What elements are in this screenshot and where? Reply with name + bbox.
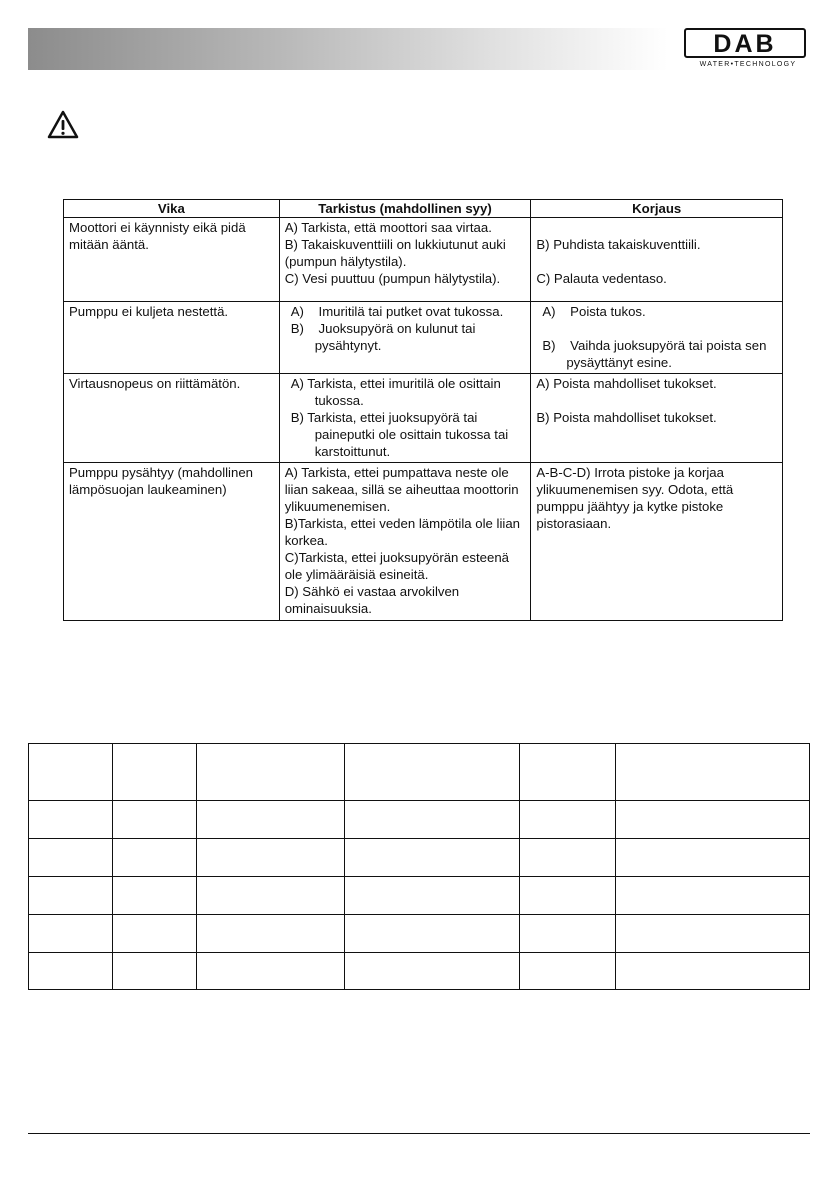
- logo-tagline: WATER•TECHNOLOGY: [699, 61, 797, 68]
- table-row: [29, 744, 810, 801]
- column-header-remedy: Korjaus: [531, 200, 783, 218]
- check-item: B) Tarkista, ettei juoksupyörä tai paineputki ole osittain tukossa tai karstoittunut.: [290, 410, 509, 459]
- fault-cell: Pumppu pysähtyy (mahdollinen lämpösuojan laukeaminen): [64, 463, 280, 621]
- troubleshooting-table: [63, 199, 783, 621]
- check-item: A) Imuritilä tai putket ovat tukossa.: [290, 304, 504, 319]
- check-item: A) Tarkista, että moottori saa virtaa.: [284, 220, 492, 235]
- column-header-fault: Vika: [64, 200, 280, 218]
- remedy-item: A-B-C-D) Irrota pistoke ja korjaa ylikuumenemisen syy. Odota, että pumppu jäähtyy ja kytke pistoke pistorasiaan.: [536, 465, 734, 531]
- header-gradient-bar: [28, 28, 668, 70]
- remedy-item: A) Poista mahdolliset tukokset.: [536, 376, 717, 391]
- empty-grid-table: [28, 743, 810, 990]
- remedy-item: B) Puhdista takaiskuventtiili.: [536, 237, 701, 252]
- table-row: [29, 953, 810, 990]
- remedy-cell: [531, 463, 783, 621]
- check-item: C) Vesi puuttuu (pumpun hälytystila).: [284, 271, 501, 286]
- fault-cell: Pumppu ei kuljeta nestettä.: [64, 302, 280, 374]
- warning-triangle-icon: [47, 110, 79, 140]
- table-row: [64, 374, 783, 463]
- check-item: B) Juoksupyörä on kulunut tai pysähtynyt.: [290, 321, 476, 353]
- remedy-item: C) Palauta vedentaso.: [536, 271, 667, 286]
- remedy-item: B) Poista mahdolliset tukokset.: [536, 410, 717, 425]
- table-row: [29, 801, 810, 839]
- check-item: C)Tarkista, ettei juoksupyörän esteenä ole ylimääräisiä esineitä.: [284, 550, 509, 582]
- check-item: B)Tarkista, ettei veden lämpötila ole liian korkea.: [284, 516, 520, 548]
- table-row: [64, 463, 783, 621]
- logo-text: DAB: [684, 28, 806, 58]
- table-row: [64, 218, 783, 302]
- check-cell: [279, 463, 531, 621]
- table-header-row: [64, 200, 783, 218]
- check-cell: [279, 218, 531, 302]
- fault-cell: Moottori ei käynnisty eikä pidä mitään ääntä.: [64, 218, 280, 302]
- remedy-cell: [531, 374, 783, 463]
- footer-divider: [28, 1133, 810, 1134]
- check-item: D) Sähkö ei vastaa arvokilven ominaisuuksia.: [284, 584, 460, 616]
- remedy-item: B) Vaihda juoksupyörä tai poista sen pysäyttänyt esine.: [542, 338, 767, 370]
- fault-cell: Virtausnopeus on riittämätön.: [64, 374, 280, 463]
- check-item: B) Takaiskuventtiili on lukkiutunut auki (pumpun hälytystila).: [284, 237, 506, 269]
- remedy-cell: [531, 218, 783, 302]
- table-row: [29, 877, 810, 915]
- column-header-check: Tarkistus (mahdollinen syy): [279, 200, 531, 218]
- dab-logo: [684, 28, 812, 74]
- check-item: A) Tarkista, ettei imuritilä ole osittain tukossa.: [290, 376, 501, 408]
- table-row: [29, 839, 810, 877]
- table-row: [64, 302, 783, 374]
- table-row: [29, 915, 810, 953]
- check-cell: [279, 374, 531, 463]
- check-cell: [279, 302, 531, 374]
- remedy-cell: [531, 302, 783, 374]
- check-item: A) Tarkista, ettei pumpattava neste ole liian sakeaa, sillä se aiheuttaa moottorin ylikuumenemisen.: [284, 465, 519, 514]
- remedy-item: A) Poista tukos.: [542, 304, 646, 319]
